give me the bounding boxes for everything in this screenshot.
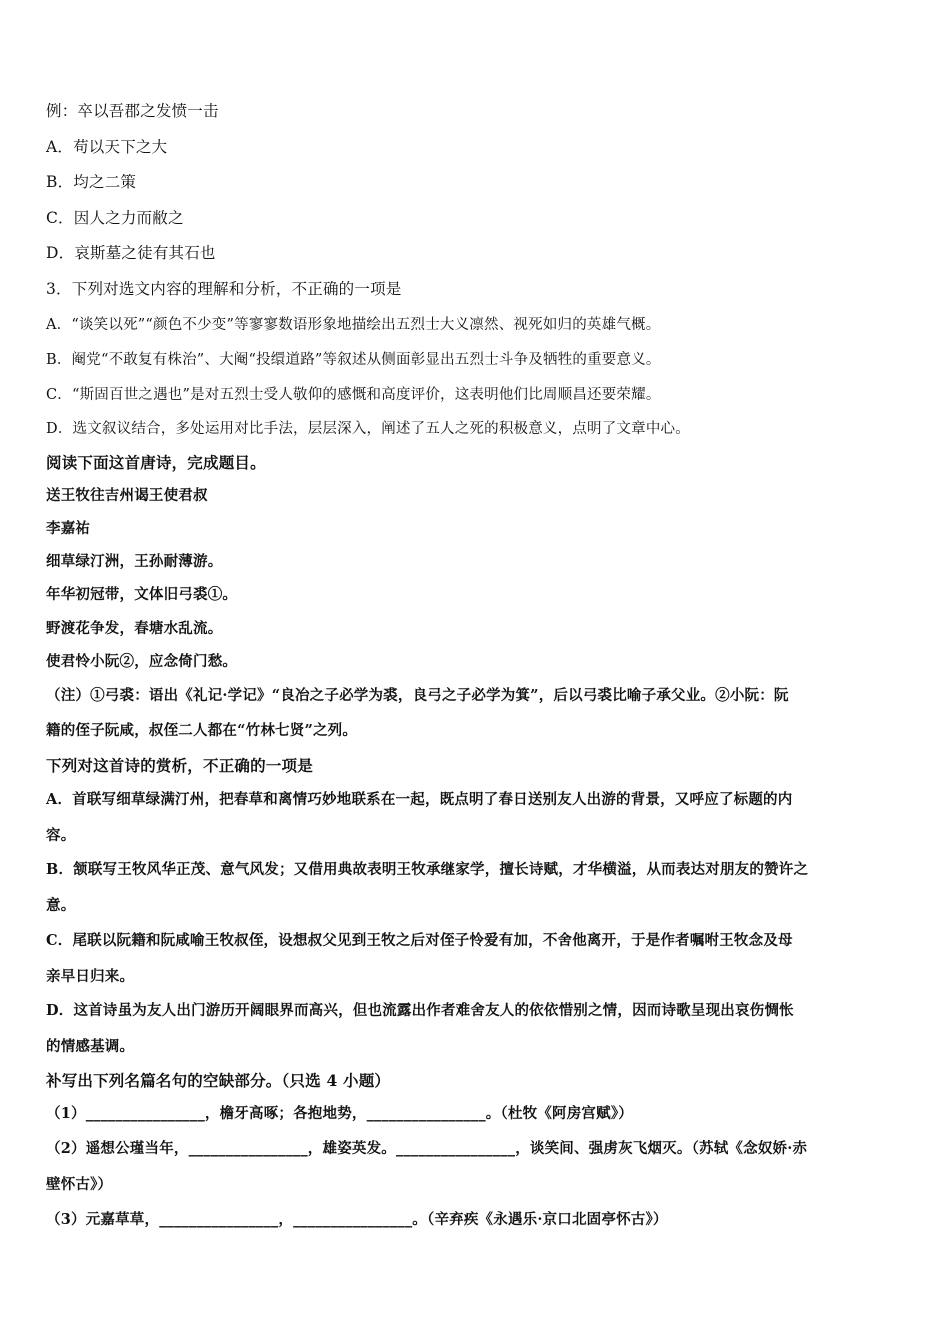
poem-option-a-line-2: 容。	[46, 827, 76, 844]
poem-option-b-line-1: B．颔联写王牧风华正茂、意气风发；又借用典故表明王牧承继家学，擅长诗赋，才华横溢，从而表达对朋友的赞许之	[46, 861, 809, 878]
q3-option-b: B．阉党“不敢复有株治”、大阉“投缳道路”等叙述从侧面彰显出五烈士斗争及牺牲的重要意义。	[46, 352, 661, 368]
poem-option-a-line-1: A．首联写细草绿满汀州，把春草和离情巧妙地联系在一起，既点明了春日送别友人出游的背景，又呼应了标题的内	[46, 791, 793, 808]
poem-intro: 阅读下面这首唐诗，完成题目。	[46, 453, 266, 472]
q2-option-b: B．均之二策	[46, 173, 137, 191]
poem-note-line-2: 籍的侄子阮咸，叔侄二人都在“竹林七贤”之列。	[46, 722, 358, 739]
poem-title: 送王牧往吉州谒王使君叔	[46, 487, 208, 504]
q2-option-a: A．苟以天下之大	[46, 138, 168, 156]
q2-example: 例：卒以吾郡之发愤一击	[46, 102, 219, 120]
poem-option-c-line-1: C．尾联以阮籍和阮咸喻王牧叔侄，设想叔父见到王牧之后对侄子怜爱有加，不舍他离开，于是作者嘱咐王牧念及母	[46, 932, 793, 949]
q3-option-a: A．“谈笑以死”“颜色不少变”等寥寥数语形象地描绘出五烈士大义凛然、视死如归的英雄气概。	[46, 317, 661, 333]
poem-note-line-1: （注）①弓裘：语出《礼记·学记》“良冶之子必学为裘，良弓之子必学为箕”，后以弓裘比喻子承父业。②小阮：阮	[46, 687, 789, 704]
poem-question: 下列对这首诗的赏析，不正确的一项是	[46, 756, 313, 775]
poem-option-d-line-1: D．这首诗虽为友人出门游历开阔眼界而高兴，但也流露出作者难舍友人的依依惜别之情，因而诗歌呈现出哀伤惆怅	[46, 1002, 794, 1019]
fill-item-1: （1）________________，檐牙高啄；各抱地势，________________。（杜牧《阿房宫赋》）	[46, 1105, 633, 1122]
fill-item-2-line-2: 壁怀古》）	[46, 1176, 113, 1193]
poem-option-d-line-2: 的情感基调。	[46, 1038, 135, 1055]
fill-intro: 补写出下列名篇名句的空缺部分。（只选 4 小题）	[46, 1071, 391, 1090]
q2-option-c: C．因人之力而敝之	[46, 209, 184, 227]
poem-line-4: 使君怜小阮②，应念倚门愁。	[46, 653, 238, 670]
q3-stem: 3．下列对选文内容的理解和分析，不正确的一项是	[46, 280, 402, 298]
poem-option-b-line-2: 意。	[46, 897, 76, 914]
poem-line-1: 细草绿汀洲，王孙耐薄游。	[46, 553, 223, 570]
q3-option-d: D．选文叙议结合，多处运用对比手法，层层深入，阐述了五人之死的积极意义，点明了文章中心。	[46, 421, 690, 437]
poem-option-c-line-2: 亲早日归来。	[46, 968, 135, 985]
q2-option-d: D．哀斯墓之徒有其石也	[46, 244, 216, 262]
q3-option-c: C．“斯固百世之遇也”是对五烈士受人敬仰的感慨和高度评价，这表明他们比周顺昌还要荣耀。	[46, 387, 661, 403]
fill-item-2-line-1: （2）遥想公瑾当年，________________，雄姿英发。________________，谈笑间、强虏灰飞烟灭。（苏轼《念奴娇·赤	[46, 1140, 808, 1157]
fill-item-3: （3）元嘉草草，________________，________________。（辛弃疾《永遇乐·京口北固亭怀古》）	[46, 1211, 668, 1228]
poem-line-3: 野渡花争发，春塘水乱流。	[46, 620, 223, 637]
poem-line-2: 年华初冠带，文体旧弓裘①。	[46, 586, 238, 603]
poem-author: 李嘉祐	[46, 520, 91, 537]
